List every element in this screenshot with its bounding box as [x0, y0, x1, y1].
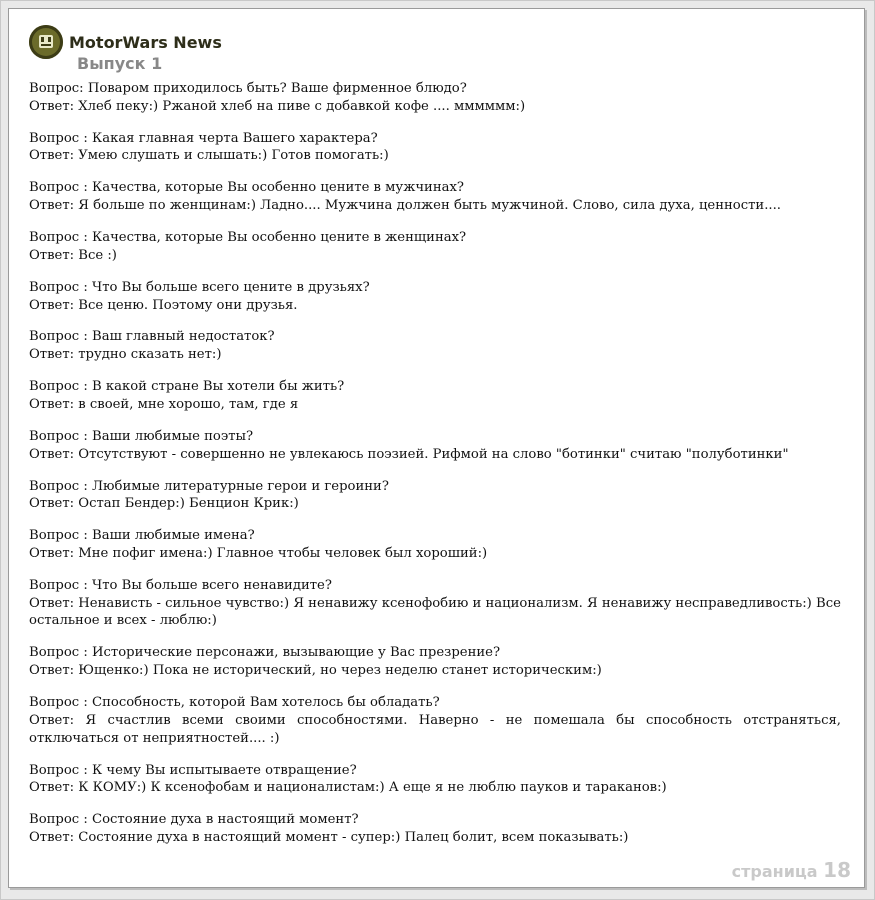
answer-text: Ответ: трудно сказать нет:) — [29, 347, 222, 363]
question-text: Вопрос : Ваши любимые поэты? — [29, 428, 254, 444]
qa-item — [29, 279, 841, 315]
question-text: Вопрос : Состояние духа в настоящий момент? — [29, 812, 359, 828]
qa-item — [29, 478, 841, 514]
page-number — [732, 858, 851, 882]
question-text: Вопрос: Поваром приходилось быть? Ваше фирменное блюдо? — [29, 81, 467, 96]
question-text: Вопрос : Качества, которые Вы особенно цените в мужчинах? — [29, 180, 464, 196]
answer-text: Ответ: Ющенко:) Пока не исторический, но через неделю станет историческим:) — [29, 663, 602, 679]
motorwars-logo-icon — [29, 25, 63, 59]
question-text: Вопрос : Любимые литературные герои и героини? — [29, 478, 389, 494]
question-text: Вопрос : В какой стране Вы хотели бы жить? — [29, 379, 345, 395]
qa-item — [29, 179, 841, 215]
qa-item — [29, 762, 841, 798]
qa-item — [29, 577, 841, 630]
question-text: Вопрос : Что Вы больше всего ненавидите? — [29, 577, 332, 593]
question-text: Вопрос : Исторические персонажи, вызывающие у Вас презрение? — [29, 645, 501, 661]
question-text: Вопрос : Что Вы больше всего цените в друзьях? — [29, 279, 370, 295]
qa-item — [29, 811, 841, 847]
brand-title: MotorWars News — [69, 33, 222, 52]
question-text: Вопрос : Ваш главный недостаток? — [29, 329, 275, 345]
answer-text: Ответ: Остап Бендер:) Бенцион Крик:) — [29, 496, 299, 512]
question-text: Вопрос : Ваши любимые имена? — [29, 528, 255, 544]
qa-item — [29, 229, 841, 265]
qa-item — [29, 527, 841, 563]
qa-item — [29, 328, 841, 364]
qa-item — [29, 130, 841, 166]
answer-text: Ответ: К КОМУ:) К ксенофобам и националистам:) А еще я не люблю пауков и тараканов:) — [29, 780, 667, 796]
answer-text: Ответ: Состояние духа в настоящий момент - супер:) Палец болит, всем показывать:) — [29, 830, 629, 846]
page-number-value: 18 — [823, 858, 851, 882]
question-text: Вопрос : Качества, которые Вы особенно цените в женщинах? — [29, 230, 467, 246]
qa-item — [29, 80, 841, 116]
answer-text: Ответ: Все ценю. Поэтому они друзья. — [29, 297, 298, 313]
question-text: Вопрос : К чему Вы испытываете отвращение? — [29, 762, 357, 778]
question-text: Вопрос : Какая главная черта Вашего характера? — [29, 130, 378, 146]
answer-text: Ответ: Отсутствуют - совершенно не увлекаюсь поэзией. Рифмой на слово "ботинки" считаю "полуботинки" — [29, 446, 789, 462]
answer-text: Ответ: Я больше по женщинам:) Ладно.... Мужчина должен быть мужчиной. Слово, сила духа, ценности.... — [29, 198, 781, 214]
answer-text: Ответ: Все :) — [29, 247, 117, 263]
answer-text: Ответ: Я счастлив всеми своими способностями. Наверно - не помешала бы способность отстраняться, отключаться от неприятностей.... :) — [29, 712, 841, 746]
issue-label: Выпуск 1 — [77, 54, 163, 73]
answer-text: Ответ: в своей, мне хорошо, там, где я — [29, 396, 299, 412]
qa-item — [29, 644, 841, 680]
answer-text: Ответ: Ненависть - сильное чувство:) Я ненавижу ксенофобию и национализм. Я ненавижу несправедливость:) Все остальное и всех - люблю:) — [29, 595, 841, 629]
qa-item — [29, 428, 841, 464]
page-sheet — [8, 8, 865, 888]
qa-item — [29, 378, 841, 414]
answer-text: Ответ: Умею слушать и слышать:) Готов помогать:) — [29, 148, 389, 164]
question-text: Вопрос : Способность, которой Вам хотелось бы обладать? — [29, 695, 440, 711]
qa-item — [29, 694, 841, 747]
qa-list — [29, 80, 841, 861]
answer-text: Ответ: Хлеб пеку:) Ржаной хлеб на пиве с добавкой кофе .... мммммм:) — [29, 98, 526, 114]
answer-text: Ответ: Мне пофиг имена:) Главное чтобы человек был хороший:) — [29, 545, 488, 561]
page-number-label: страница — [731, 862, 818, 881]
